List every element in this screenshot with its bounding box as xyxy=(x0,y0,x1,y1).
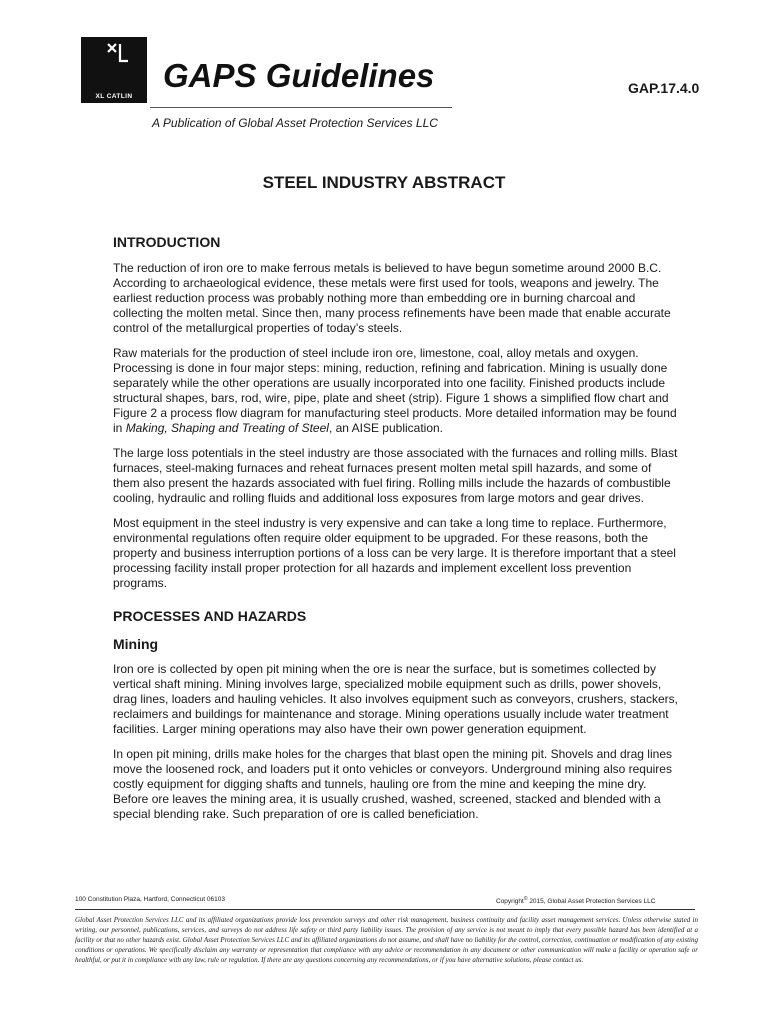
xl-catlin-logo xyxy=(81,37,147,103)
paragraph: The reduction of iron ore to make ferrous metals is believed to have begun sometime around 2000 B.C. According to archaeological evidence, these metals were first used for tools, weapons and jewelry. The earliest reduction process was probably nothing more than embedding ore in burning charcoal and collecting the molten metal. Since then, many process refinements have been made that enable accurate control of the metallurgical properties of today’s steels. xyxy=(113,261,671,335)
paragraph xyxy=(113,346,678,436)
section-heading-processes: PROCESSES AND HAZARDS xyxy=(113,608,307,624)
paragraph: Most equipment in the steel industry is very expensive and can take a long time to replace. Furthermore, environmental regulations often require older equipment to be upgraded. For these reasons, both the property and business interruption portions of a loss can be very large. It is therefore important that a steel processing facility install proper protection for all hazards and implement excellent loss prevention programs. xyxy=(113,516,676,590)
logo-text: XL CATLIN xyxy=(95,93,133,100)
publication-line: A Publication of Global Asset Protection Services LLC xyxy=(152,116,438,130)
paragraph-text: Raw materials for the production of steel include iron ore, limestone, coal, alloy metals and oxygen. Processing is done in four major steps: mining, reduction, refining and fabrication. Mining is usually done separately while the other operations are usually incorporated into one facility. Finished products include structural shapes, bars, rod, wire, pipe, plate and sheet (strip). Figure 1 shows a simplified flow chart and Figure 2 a process flow diagram for manufacturing steel products. More detailed information may be found in xyxy=(113,346,677,435)
copyright-text: 2015, Global Asset Protection Services LLC xyxy=(527,898,656,906)
document-number: GAP.17.4.0 xyxy=(628,80,700,96)
page-title: GAPS Guidelines xyxy=(163,57,435,94)
paragraph-text: , an AISE publication. xyxy=(328,421,444,435)
copyright-mark: © xyxy=(523,896,528,902)
paragraph: Iron ore is collected by open pit mining when the ore is near the surface, but is sometimes collected by vertical shaft mining. Mining involves large, specialized mobile equipment such as drills, power shovels, drag lines, loaders and hauling vehicles. It also involves equipment such as conveyors, crushers, stackers, reclaimers and buildings for maintenance and storage. Mining operations usually include water treatment facilities. Larger mining operations may also have their own power generation equipment. xyxy=(113,662,678,736)
disclaimer: Global Asset Protection Services LLC and its affiliated organizations provide loss prevention surveys and other risk management, business continuity and facility asset management services. Unless otherwise stated in writing, our personnel, publications, services, and surveys do not address life safety or third party liability issues. The provision of any service is not meant to imply that every possible hazard has been identified at a facility or that no other hazards exist. Global Asset Protection Services LLC and its affiliated organizations do not assume, and shall have no liability for the control, correction, continuation or modification of any existing conditions or operations. We specifically disclaim any warranty or representation that compliance with any advice or recommendation in any document or other communication will make a facility or operation safe or healthful, or put it in compliance with any law, rule or regulation. If there are any questions concerning any recommendations, or if you have alternative solutions, please contact us. xyxy=(75,916,698,964)
publication-reference: Making, Shaping and Treating of Steel xyxy=(125,421,329,435)
xl-logo-mark-icon xyxy=(107,43,129,63)
paragraph: In open pit mining, drills make holes for the charges that blast open the mining pit. Shovels and drag lines move the loosened rock, and loaders put it onto vehicles or conveyors. Underground mining also requires costly equipment for digging shafts and tunnels, hauling ore from the mine and keeping the mine dry. Before ore leaves the mining area, it is usually crushed, washed, screened, stacked and blended with a special blending rake. Such preparation of ore is called beneficiation. xyxy=(113,747,672,821)
section-heading-introduction: INTRODUCTION xyxy=(113,234,221,250)
copyright-prefix: Copyright xyxy=(496,898,524,906)
document-body xyxy=(113,233,678,832)
footer-divider xyxy=(75,909,695,910)
header-divider xyxy=(150,107,452,108)
paragraph: The large loss potentials in the steel industry are those associated with the furnaces and rolling mills. Blast furnaces, steel-making furnaces and reheat furnaces present molten metal spill hazards, and some of them also present the hazards associated with fuel firing. Rolling mills include the hazards of combustible cooling, hydraulic and rolling fluids and additional loss exposures from large motors and gear drives. xyxy=(113,446,678,505)
footer-address: 100 Constitution Plaza, Hartford, Connecticut 06103 xyxy=(75,896,225,903)
document-title: STEEL INDUSTRY ABSTRACT xyxy=(262,173,506,192)
subsection-heading-mining: Mining xyxy=(113,636,159,652)
footer-copyright xyxy=(496,896,655,905)
